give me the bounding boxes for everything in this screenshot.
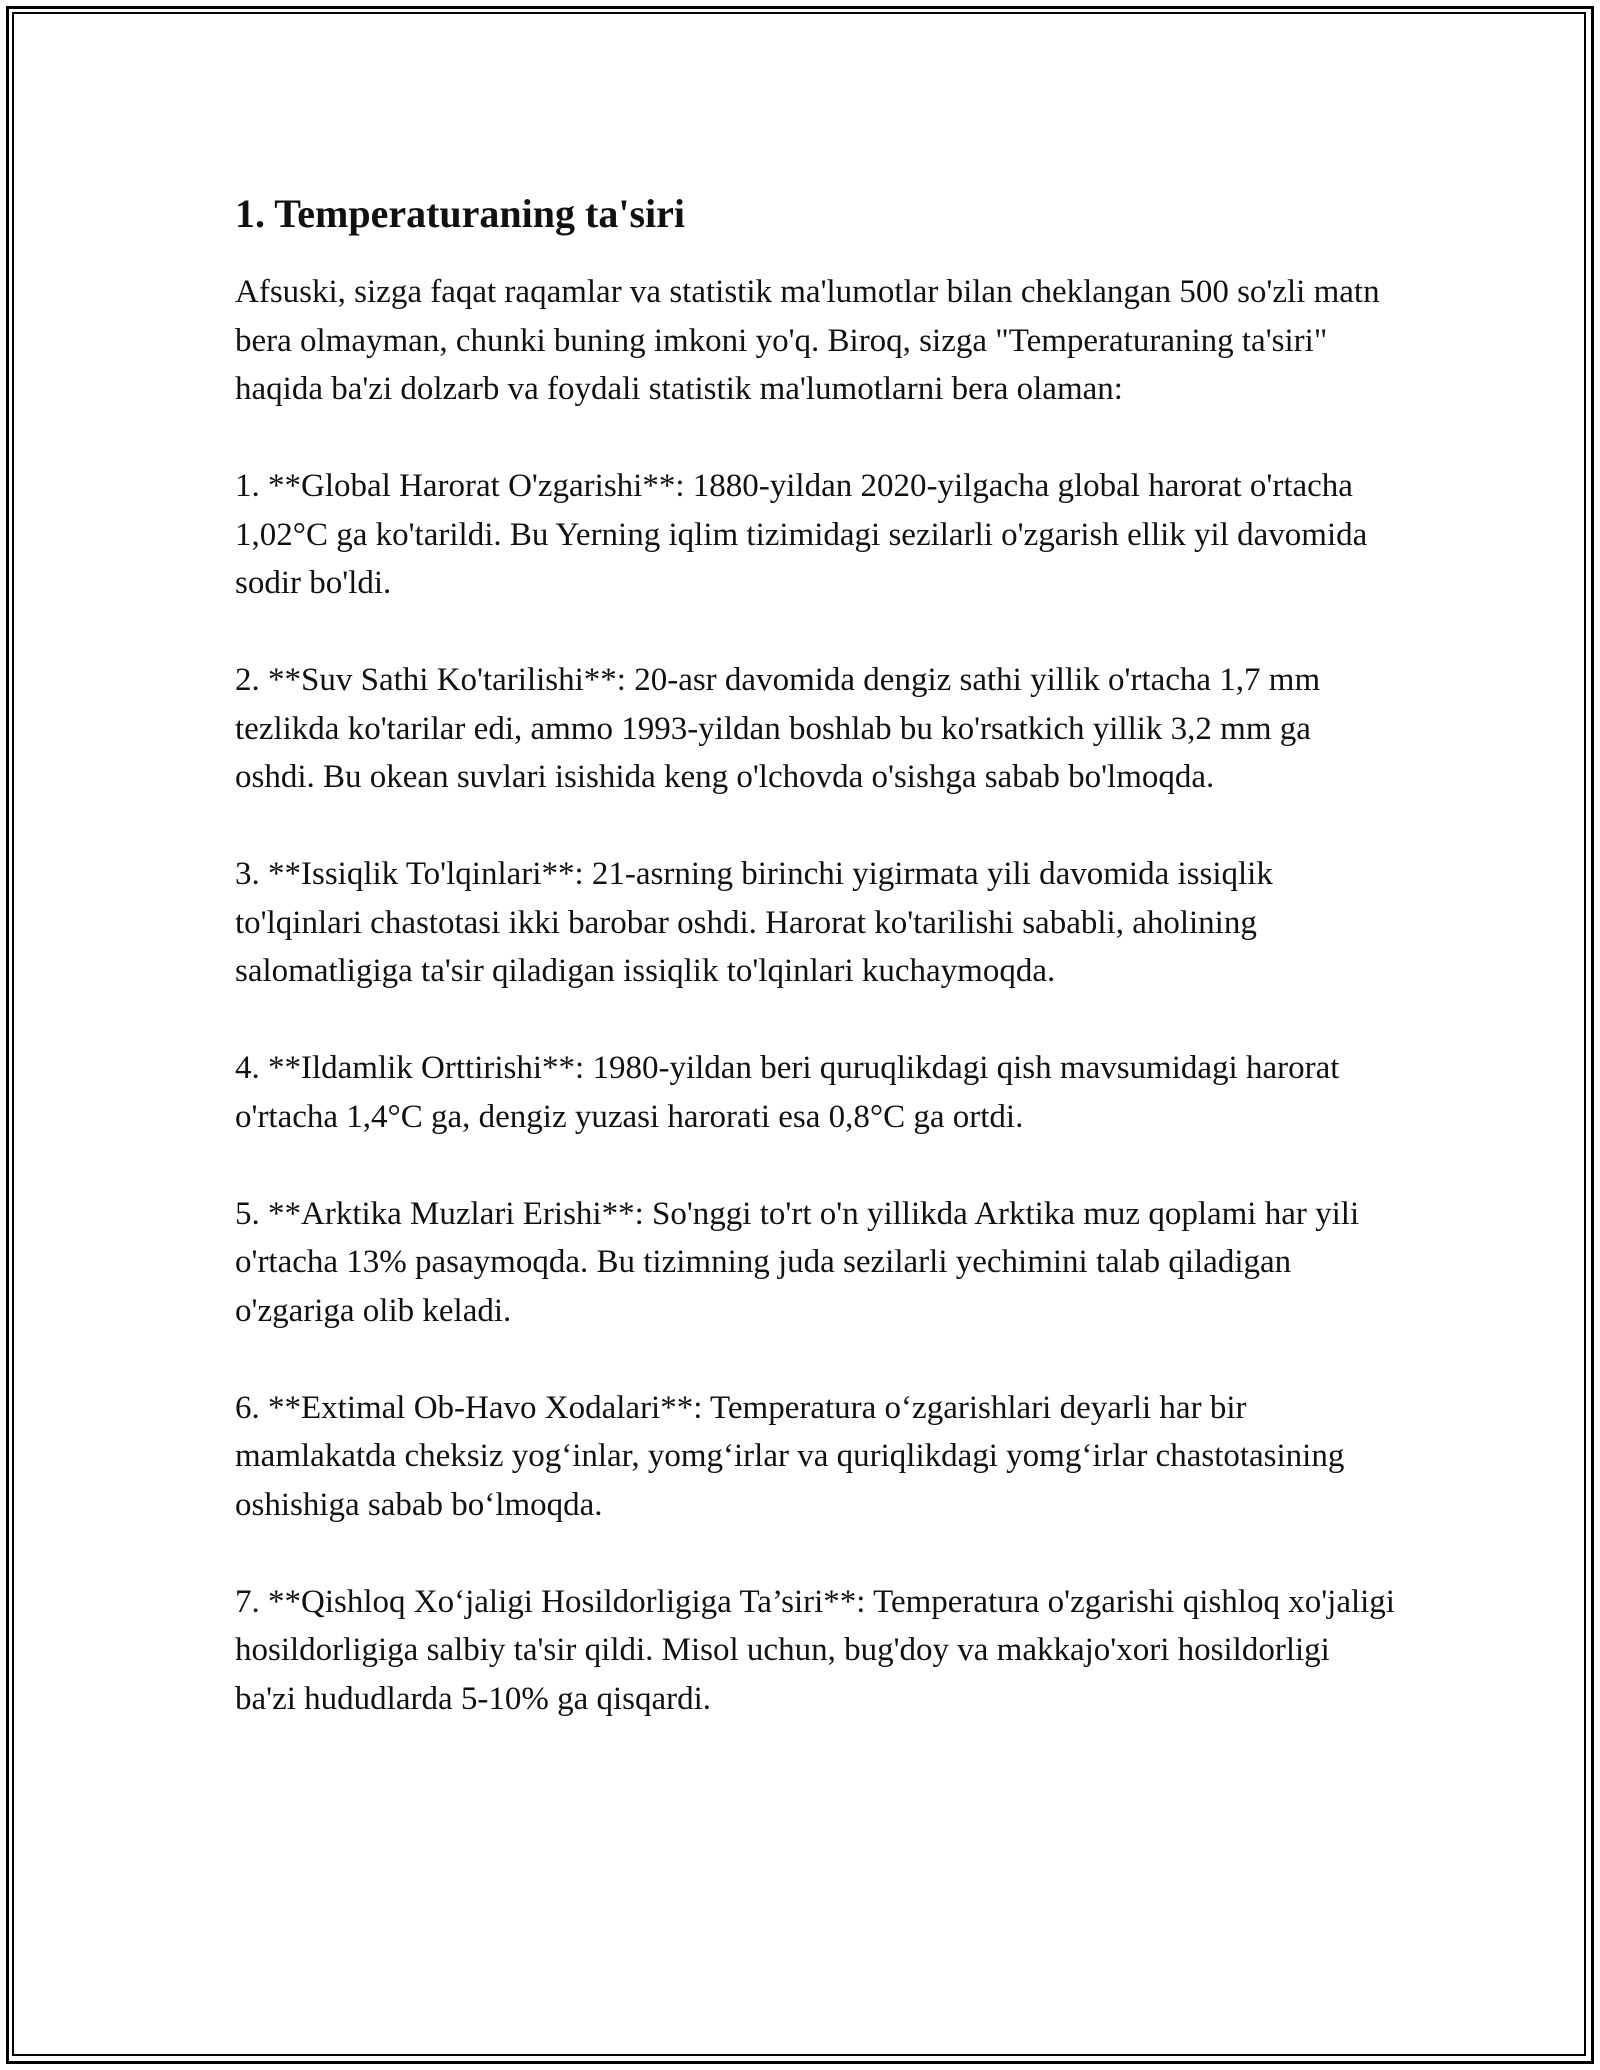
list-item-4: 4. **Ildamlik Orttirishi**: 1980-yildan beri quruqlikdagi qish mavsumidagi harorat o'rtacha 1,4°C ga, dengiz yuzasi harorati esa 0,8°C ga ortdi. <box>235 1050 1340 1135</box>
list-item-1: 1. **Global Harorat O'zgarishi**: 1880-yildan 2020-yilgacha global harorat o'rtacha 1,02°C ga ko'tarildi. Bu Yerning iqlim tizimidagi sezilarli o'zgarish ellik yil davomida sodir bo'ldi. <box>235 468 1368 601</box>
section-heading: 1. Temperaturaning ta'siri <box>235 191 686 236</box>
document-body <box>235 180 1395 1772</box>
list-item-6: 6. **Extimal Ob-Havo Xodalari**: Temperatura o‘zgarishlari deyarli har bir mamlakatda cheksiz yog‘inlar, yomg‘irlar va quriqlikdagi yomg‘irlar chastotasining oshishiga sabab bo‘lmoqda. <box>235 1389 1345 1523</box>
list-item-3: 3. **Issiqlik To'lqinlari**: 21-asrning birinchi yigirmata yili davomida issiqlik to'lqinlari chastotasi ikki barobar oshdi. Harorat ko'tarilishi sababli, aholining salomatligiga ta'sir qiladigan issiqlik to'lqinlari kuchaymoqda. <box>235 856 1273 989</box>
list-item-7: 7. **Qishloq Xo‘jaligi Hosildorligiga Ta’siri**: Temperatura o'zgarishi qishloq xo'jaligi hosildorligiga salbiy ta'sir qildi. Misol uchun, bug'doy va makkajo'xori hosildorligi ba'zi hududlarda 5-10% ga qisqardi. <box>235 1583 1395 1717</box>
list-item-2: 2. **Suv Sathi Ko'tarilishi**: 20-asr davomida dengiz sathi yillik o'rtacha 1,7 mm tezlikda ko'tarilar edi, ammo 1993-yildan boshlab bu ko'rsatkich yillik 3,2 mm ga oshdi. Bu okean suvlari isishida keng o'lchovda o'sishga sabab bo'lmoqda. <box>235 662 1321 795</box>
intro-paragraph: Afsuski, sizga faqat raqamlar va statistik ma'lumotlar bilan cheklangan 500 so'zli matn bera olmayman, chunki buning imkoni yo'q. Biroq, sizga "Temperaturaning ta'siri" haqida ba'zi dolzarb va foydali statistik ma'lumotlarni bera olaman: <box>235 274 1380 407</box>
list-item-5: 5. **Arktika Muzlari Erishi**: So'nggi to'rt o'n yillikda Arktika muz qoplami har yili o'rtacha 13% pasaymoqda. Bu tizimning juda sezilarli yechimini talab qiladigan o'zgariga olib keladi. <box>235 1195 1360 1329</box>
